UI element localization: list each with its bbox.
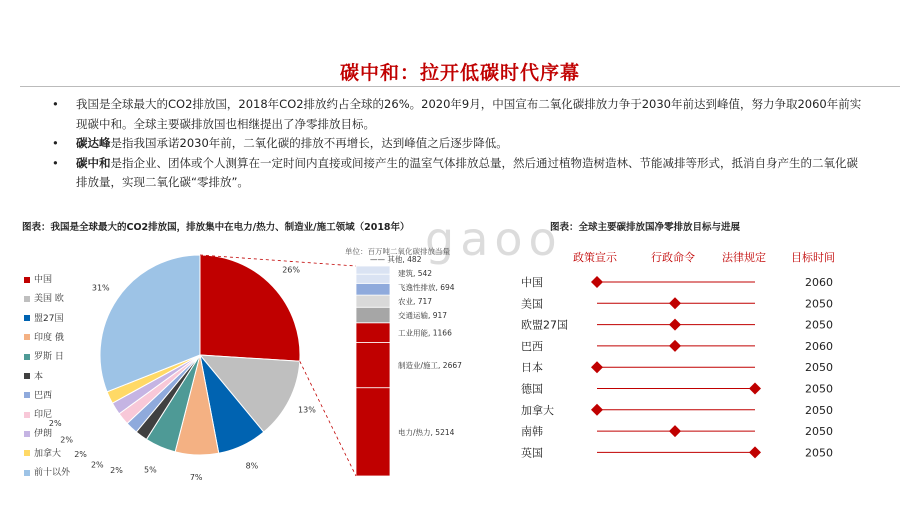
bullet-bold: 碳达峰 bbox=[76, 136, 111, 150]
target-year: 2050 bbox=[805, 361, 833, 375]
country-label: 南韩 bbox=[521, 425, 543, 439]
stage-header: 行政命令 bbox=[651, 251, 695, 264]
pie-value-label: 13% bbox=[298, 405, 316, 415]
country-label: 英国 bbox=[521, 446, 543, 460]
country-label: 巴西 bbox=[521, 339, 543, 353]
country-label: 德国 bbox=[521, 382, 543, 396]
target-year: 2050 bbox=[805, 425, 833, 439]
bullet-text: 我国是全球最大的CO2排放国，2018年CO2排放约占全球的26%。2020年9月，中国宣布二氧化碳排放力争于2030年前达到峰值，努力争取2060年前实现碳中和。全球主要碳排放国也相继提出了净零排放目标。 bbox=[76, 97, 862, 131]
target-year: 2050 bbox=[805, 297, 833, 311]
progress-marker bbox=[669, 319, 681, 331]
stacked-bar-segment bbox=[356, 274, 390, 283]
stacked-bar-segment bbox=[356, 343, 390, 388]
bar-segment-label: 建筑, 542 bbox=[398, 269, 433, 279]
country-label: 中国 bbox=[521, 276, 543, 289]
stacked-bar-segment bbox=[356, 295, 390, 307]
target-year: 2050 bbox=[805, 382, 833, 396]
progress-marker bbox=[591, 361, 603, 373]
bar-segment-label: —— 其他, 482 bbox=[370, 255, 422, 265]
target-year: 2050 bbox=[805, 318, 833, 332]
legend-label: 伊朗 bbox=[34, 429, 53, 440]
pie-value-label: 5% bbox=[144, 465, 157, 475]
pie-value-label: 2% bbox=[60, 435, 73, 445]
legend-label: 加拿大 bbox=[34, 448, 62, 459]
connector-line bbox=[300, 361, 356, 476]
progress-marker bbox=[591, 404, 603, 416]
stacked-bar-segment bbox=[356, 266, 390, 274]
legend-label: 中国 bbox=[34, 275, 53, 285]
legend-label: 美国 欧 bbox=[34, 294, 64, 305]
stacked-bar-segment bbox=[356, 283, 390, 295]
page-title: 碳中和：拉开低碳时代序幕 bbox=[339, 62, 580, 84]
target-year: 2060 bbox=[805, 276, 833, 289]
net-zero-chart bbox=[515, 240, 875, 480]
pie-value-label: 2% bbox=[110, 465, 123, 475]
legend-label: 印度 俄 bbox=[34, 332, 64, 343]
progress-marker bbox=[591, 276, 603, 288]
bar-segment-label: 制造业/施工, 2667 bbox=[398, 361, 462, 371]
progress-marker bbox=[669, 425, 681, 437]
bullet-list bbox=[52, 95, 867, 193]
target-year: 2060 bbox=[805, 339, 833, 353]
bar-segment-label: 飞逸性排放, 694 bbox=[398, 283, 455, 293]
stacked-bar-segment bbox=[356, 388, 390, 476]
progress-marker bbox=[669, 297, 681, 309]
legend-label: 本 bbox=[34, 371, 44, 382]
pie-value-label: 26% bbox=[282, 265, 301, 275]
stacked-bar-segment bbox=[356, 323, 390, 343]
bullet-text: 是指企业、团体或个人测算在一定时间内直接或间接产生的温室气体排放总量，然后通过植物造树造林、节能减排等形式，抵消自身产生的二氧化碳排放量，实现二氧化碳“零排放”。 bbox=[76, 155, 858, 189]
country-label: 日本 bbox=[521, 361, 543, 375]
bullet-item bbox=[52, 154, 867, 193]
progress-marker bbox=[749, 383, 761, 395]
target-year: 2050 bbox=[805, 403, 833, 417]
pie-value-label: 2% bbox=[74, 449, 87, 459]
pie-value-label: 31% bbox=[91, 283, 110, 293]
pie-value-label: 2% bbox=[48, 419, 62, 429]
stage-header: 法律规定 bbox=[722, 251, 766, 264]
stacked-bar-segment bbox=[356, 307, 390, 323]
bar-unit-label: 单位：百万吨二氧化碳排放当量 bbox=[345, 247, 450, 256]
progress-marker bbox=[669, 340, 681, 352]
bullet-text: 是指我国承诺2030年前，二氧化碳的排放不再增长，达到峰值之后逐步降低。 bbox=[110, 136, 508, 150]
legend-label: 罗斯 日 bbox=[34, 352, 64, 363]
legend-label: 印尼 bbox=[34, 410, 53, 421]
title-divider bbox=[20, 86, 900, 87]
target-year: 2050 bbox=[805, 446, 833, 460]
pie-value-label: 2% bbox=[90, 460, 104, 470]
bar-segment-label: 农业, 717 bbox=[398, 297, 433, 307]
bullet-item bbox=[52, 134, 867, 154]
bullet-bold: 碳中和 bbox=[76, 155, 111, 170]
progress-marker bbox=[749, 446, 761, 458]
country-label: 加拿大 bbox=[521, 403, 554, 417]
legend-label: 巴西 bbox=[34, 390, 53, 401]
bar-segment-label: 工业用能, 1166 bbox=[398, 328, 452, 338]
bar-segment-label: 交通运输, 917 bbox=[398, 311, 448, 321]
bar-segment-label: 电力/热力, 5214 bbox=[398, 427, 455, 437]
legend-label: 盟27国 bbox=[34, 313, 64, 324]
left-chart-caption: 图表：我国是全球最大的CO2排放国，排放集中在电力/热力、制造业/施工领域（2018年） bbox=[22, 222, 410, 233]
legend-label: 前十以外 bbox=[34, 468, 71, 478]
country-label: 欧盟27国 bbox=[521, 318, 568, 332]
pie-value-label: 8% bbox=[245, 461, 259, 471]
watermark: gaoo bbox=[425, 212, 563, 266]
pie-value-label: 7% bbox=[189, 472, 203, 482]
country-label: 美国 bbox=[521, 297, 543, 311]
right-chart-caption: 图表：全球主要碳排放国净零排放目标与进展 bbox=[550, 222, 741, 233]
target-header: 目标时间 bbox=[791, 251, 835, 264]
emissions-chart bbox=[0, 240, 500, 500]
bullet-item bbox=[52, 95, 867, 134]
stage-header: 政策宣示 bbox=[573, 251, 617, 264]
